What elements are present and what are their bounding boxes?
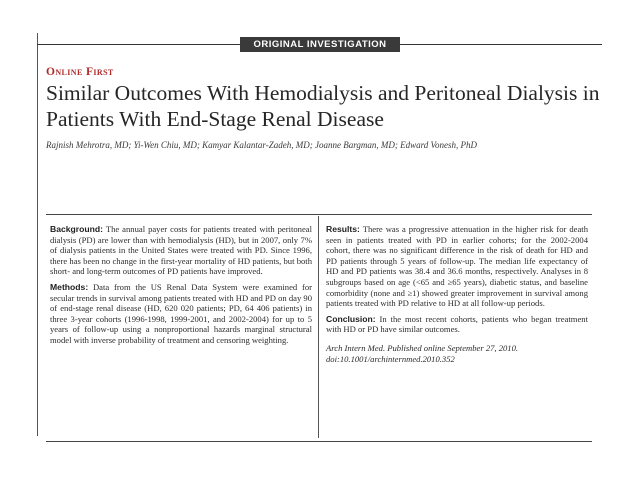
methods-text: Data from the US Renal Data System were examined for secular trends in survival among patients treated with HD and PD on day 90 of end-stage renal disease (HD, 620 020 patients; PD, 64 406 patients) in three 3-year cohorts (1996-1998, 1999-2001, and 2002-2004) for up to 5 years of follow-up using a nonproportional hazards marginal structural model with inverse probability of treatment and censoring weighting.	[50, 281, 312, 345]
online-first-label: Online First	[46, 66, 114, 78]
conclusion-text: In the most recent cohorts, patients who began treatment with HD or PD have similar outcomes.	[326, 313, 588, 335]
methods-paragraph	[50, 282, 312, 346]
conclusion-paragraph	[326, 314, 588, 335]
abstract-left-column	[50, 224, 312, 351]
citation-line-1: Arch Intern Med. Published online September 27, 2010.	[326, 342, 519, 353]
background-text: The annual payer costs for patients treated with peritoneal dialysis (PD) are lower than with hemodialysis (HD), but in 2007, only 7% of dialysis patients in the United States were treated with PD. Since 1996, there has been no change in the first-year mortality of HD patients, but both short- and long-term outcomes of PD patients have improved.	[50, 224, 312, 277]
background-paragraph	[50, 224, 312, 277]
methods-label: Methods:	[50, 281, 89, 292]
background-label: Background:	[50, 224, 103, 234]
section-tag: ORIGINAL INVESTIGATION	[240, 37, 400, 52]
conclusion-label: Conclusion:	[326, 313, 376, 324]
article-title: Similar Outcomes With Hemodialysis and Peritoneal Dialysis in Patients With End-Stage Renal Disease	[46, 81, 600, 131]
article-authors: Rajnish Mehrotra, MD; Yi-Wen Chiu, MD; Kamyar Kalantar-Zadeh, MD; Joanne Bargman, MD; Edward Vonesh, PhD	[46, 140, 478, 150]
citation-line-2: doi:10.1001/archinternmed.2010.352	[326, 353, 455, 364]
left-margin-rule	[37, 33, 38, 436]
results-text: There was a progressive attenuation in the higher risk for death seen in patients treated with PD in earlier cohorts; for the 2002-2004 cohort, there was no significant difference in the risk of death for HD and PD patients through 5 years of follow-up. The median life expectancy of HD and PD patients was 38.4 and 36.6 months, respectively. Analyses in 8 subgroups based on age (<65 and ≥65 years), diabetic status, and baseline comorbidity (none and ≥1) showed greater improvement in survival among patients treated with PD relative to HD at all follow-up periods.	[326, 224, 588, 309]
abstract-right-column	[326, 224, 588, 369]
results-label: Results:	[326, 224, 360, 234]
column-divider	[318, 216, 319, 438]
citation	[326, 343, 588, 364]
results-paragraph	[326, 224, 588, 309]
